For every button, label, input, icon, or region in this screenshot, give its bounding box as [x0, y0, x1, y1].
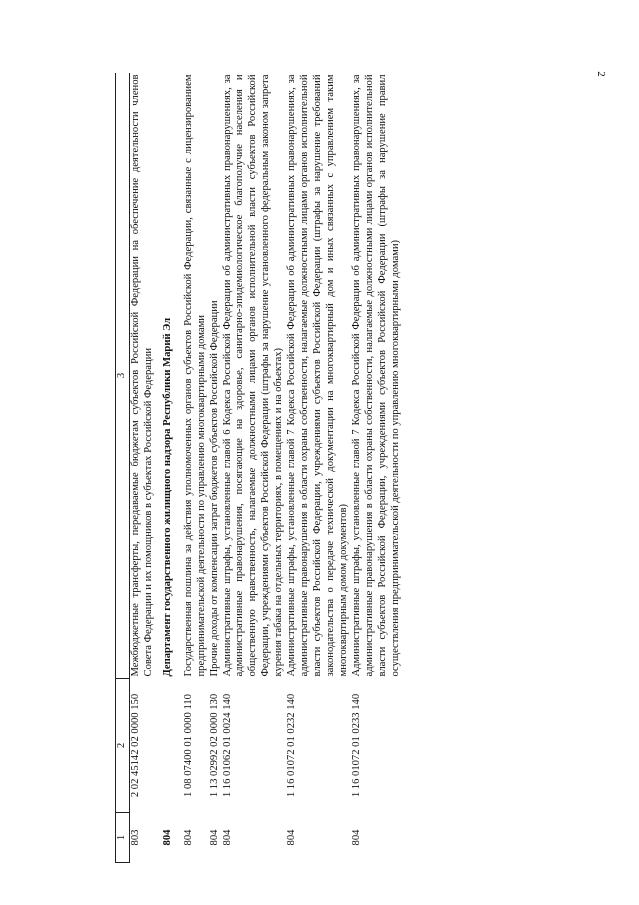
admin-code-cell: 804 — [286, 829, 298, 846]
table-row — [222, 73, 287, 863]
admin-code-cell: 804 — [350, 829, 362, 846]
admin-code-cell: 804 — [208, 829, 220, 846]
header-col-1: 1 — [116, 813, 130, 863]
landscape-table-container — [115, 73, 615, 863]
header-col-2: 2 — [116, 679, 130, 813]
table-row — [209, 73, 222, 863]
budget-code-cell: 2 02 45142 02 0000 150 — [130, 693, 141, 798]
description-cell: Прочие доходы от компенсации затрат бюджетов субъектов Российской Федерации — [208, 300, 220, 677]
header-row — [116, 73, 130, 863]
budget-code-cell: 1 08 07400 01 0000 110 — [182, 694, 194, 797]
budget-code-cell — [156, 679, 183, 813]
admin-code-cell: 804 — [161, 829, 173, 846]
description-cell: Административные штрафы, установленные главой 7 Кодекса Российской Федерации об административных правонарушениях, за административные правонарушения в области охраны собственности, налагаемые должностными лицами органов исполнительной власти субъектов Российской Федерации, учреждениями субъектов Российской Федерации (штрафы за нарушение правил осуществления предпринимательской деятельности по управлению многоквартирными домами) — [350, 74, 401, 677]
department-title: Департамент государственного жилищного надзора Республики Марий Эл — [161, 317, 173, 677]
description-cell: Государственная пошлина за действия уполномоченных органов субъектов Российской Федерации, связанные с лицензированием предпринимательской деятельности по управлению многоквартирными домами — [182, 74, 207, 677]
budget-code-cell: 1 16 01072 01 0232 140 — [286, 693, 298, 798]
budget-code-cell: 1 16 01072 01 0233 140 — [350, 693, 362, 798]
table-row — [130, 73, 156, 863]
page-number: 2 — [594, 71, 607, 77]
budget-code-cell: 1 16 01062 01 0024 140 — [221, 693, 233, 798]
header-col-3: 3 — [116, 73, 130, 679]
budget-code-cell: 1 13 02992 02 0000 130 — [208, 693, 220, 798]
department-row — [156, 73, 183, 863]
table-row — [286, 73, 351, 863]
table-row — [351, 73, 403, 863]
rotated-page-content — [115, 73, 615, 863]
description-cell: Межбюджетные трансферты, передаваемые бюджетам субъектов Российской Федерации на обеспечение деятельности членов Совета Федерации и их помощников в субъектах Российской Федерации — [130, 74, 154, 677]
description-cell: Административные штрафы, установленные главой 6 Кодекса Российской Федерации об административных правонарушениях, за административные правонарушения, посягающие на здоровье, санитарно-эпидемиологическое благополучие населения и общественную нравственность, налагаемые должностными лицами органов исполнительной власти субъектов Российской Федерации, учреждениями субъектов Российской Федерации (штрафы за нарушение установленного федеральным законом запрета курения табака на отдельных территориях, в помещениях и на объектах) — [221, 74, 285, 677]
admin-code-cell: 803 — [130, 829, 141, 846]
admin-code-cell: 804 — [182, 829, 194, 846]
table-row — [183, 73, 209, 863]
description-cell: Административные штрафы, установленные главой 7 Кодекса Российской Федерации об административных правонарушениях, за административные правонарушения в области охраны собственности, налагаемые должностными лицами органов исполнительной власти субъектов Российской Федерации, учреждениями субъектов Российской Федерации (штрафы за нарушение требований законодательства о передаче технической документации на многоквартирный дом и иных связанных с управлением таким многоквартирным домом документов) — [286, 74, 349, 677]
revenue-codes-table — [115, 73, 402, 863]
admin-code-cell: 804 — [221, 829, 233, 846]
table-header — [116, 73, 130, 863]
table-body — [130, 73, 403, 863]
